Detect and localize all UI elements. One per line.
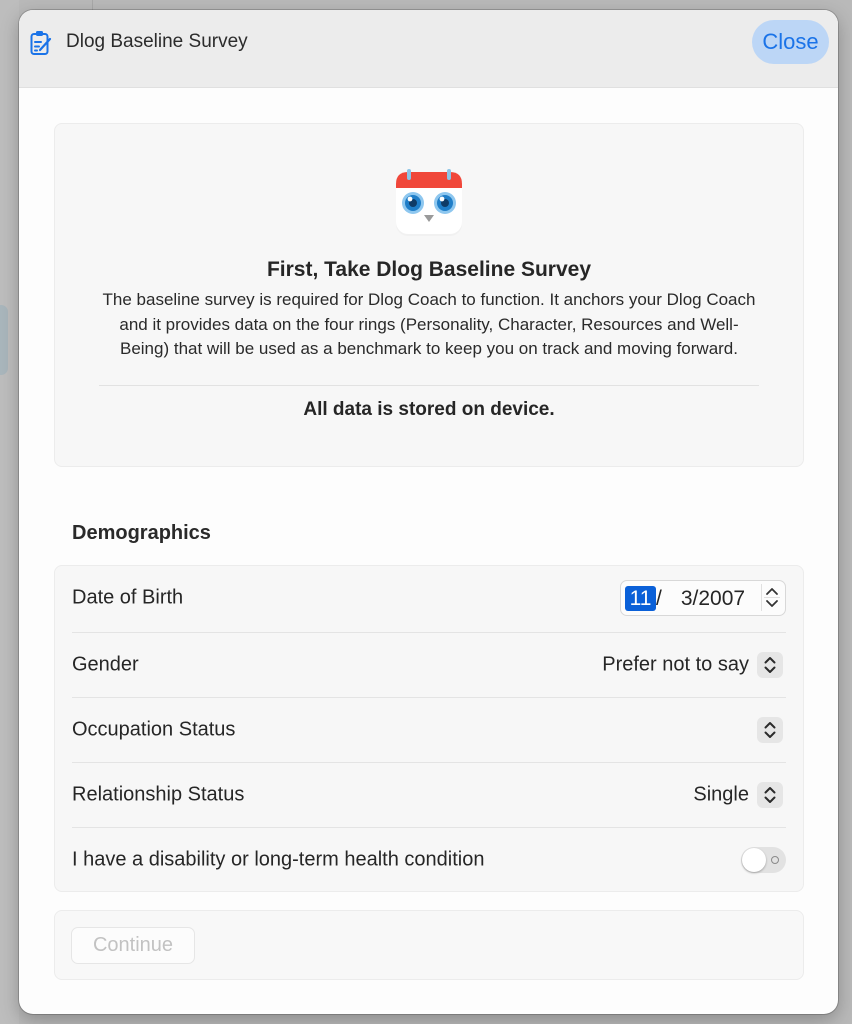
row-date-of-birth [72, 566, 786, 630]
background-window-edge [0, 305, 8, 375]
date-month-segment[interactable]: 11 [625, 586, 656, 611]
row-gender[interactable] [72, 633, 786, 697]
background-divider [92, 0, 93, 10]
background-left [0, 0, 19, 1024]
occupation-status-label: Occupation Status [72, 718, 236, 741]
privacy-note: All data is stored on device. [303, 399, 555, 420]
occupation-popup-button[interactable] [757, 717, 783, 743]
intro-description: The baseline survey is required for Dlog Coach to function. It anchors your Dlog Coach and it provides data on the four rings (Personality, Character, Resources and Well-Being) that will be used as a benchmark to keep you on track and moving forward. [102, 290, 756, 358]
toggle-knob [742, 848, 766, 872]
demographics-form [54, 565, 804, 892]
survey-sheet [19, 10, 838, 1014]
toggle-off-icon [771, 856, 779, 864]
disability-label: I have a disability or long-term health condition [72, 848, 485, 871]
clipboard-edit-icon [30, 29, 52, 57]
date-stepper[interactable] [761, 584, 782, 611]
intro-divider [99, 385, 759, 386]
row-occupation-status[interactable] [72, 698, 786, 762]
close-button[interactable]: Close [752, 20, 829, 64]
continue-button[interactable]: Continue [71, 927, 195, 964]
relationship-status-label: Relationship Status [72, 783, 245, 806]
title-bar [19, 10, 838, 88]
intro-title: First, Take Dlog Baseline Survey [266, 258, 592, 281]
intro-card [54, 123, 804, 467]
relationship-popup-button[interactable] [757, 782, 783, 808]
chevron-up-down-icon [757, 782, 783, 808]
footer-card [54, 910, 804, 980]
date-day-year-segment[interactable]: 3/2007 [675, 587, 746, 610]
gender-popup-button[interactable] [757, 652, 783, 678]
relationship-status-value[interactable]: Single [693, 783, 749, 806]
disability-toggle[interactable] [741, 847, 786, 873]
date-of-birth-label: Date of Birth [72, 586, 184, 609]
gender-value[interactable]: Prefer not to say [602, 653, 749, 676]
date-of-birth-picker[interactable] [620, 580, 786, 616]
window-title: Dlog Baseline Survey [66, 31, 248, 52]
gender-label: Gender [72, 653, 139, 676]
demographics-heading: Demographics [72, 522, 211, 544]
dlog-app-icon [394, 168, 464, 238]
chevron-up-down-icon [762, 584, 782, 611]
date-separator: / [656, 587, 662, 610]
row-relationship-status[interactable] [72, 763, 786, 827]
chevron-up-down-icon [757, 717, 783, 743]
chevron-up-down-icon [757, 652, 783, 678]
row-disability [72, 828, 786, 892]
